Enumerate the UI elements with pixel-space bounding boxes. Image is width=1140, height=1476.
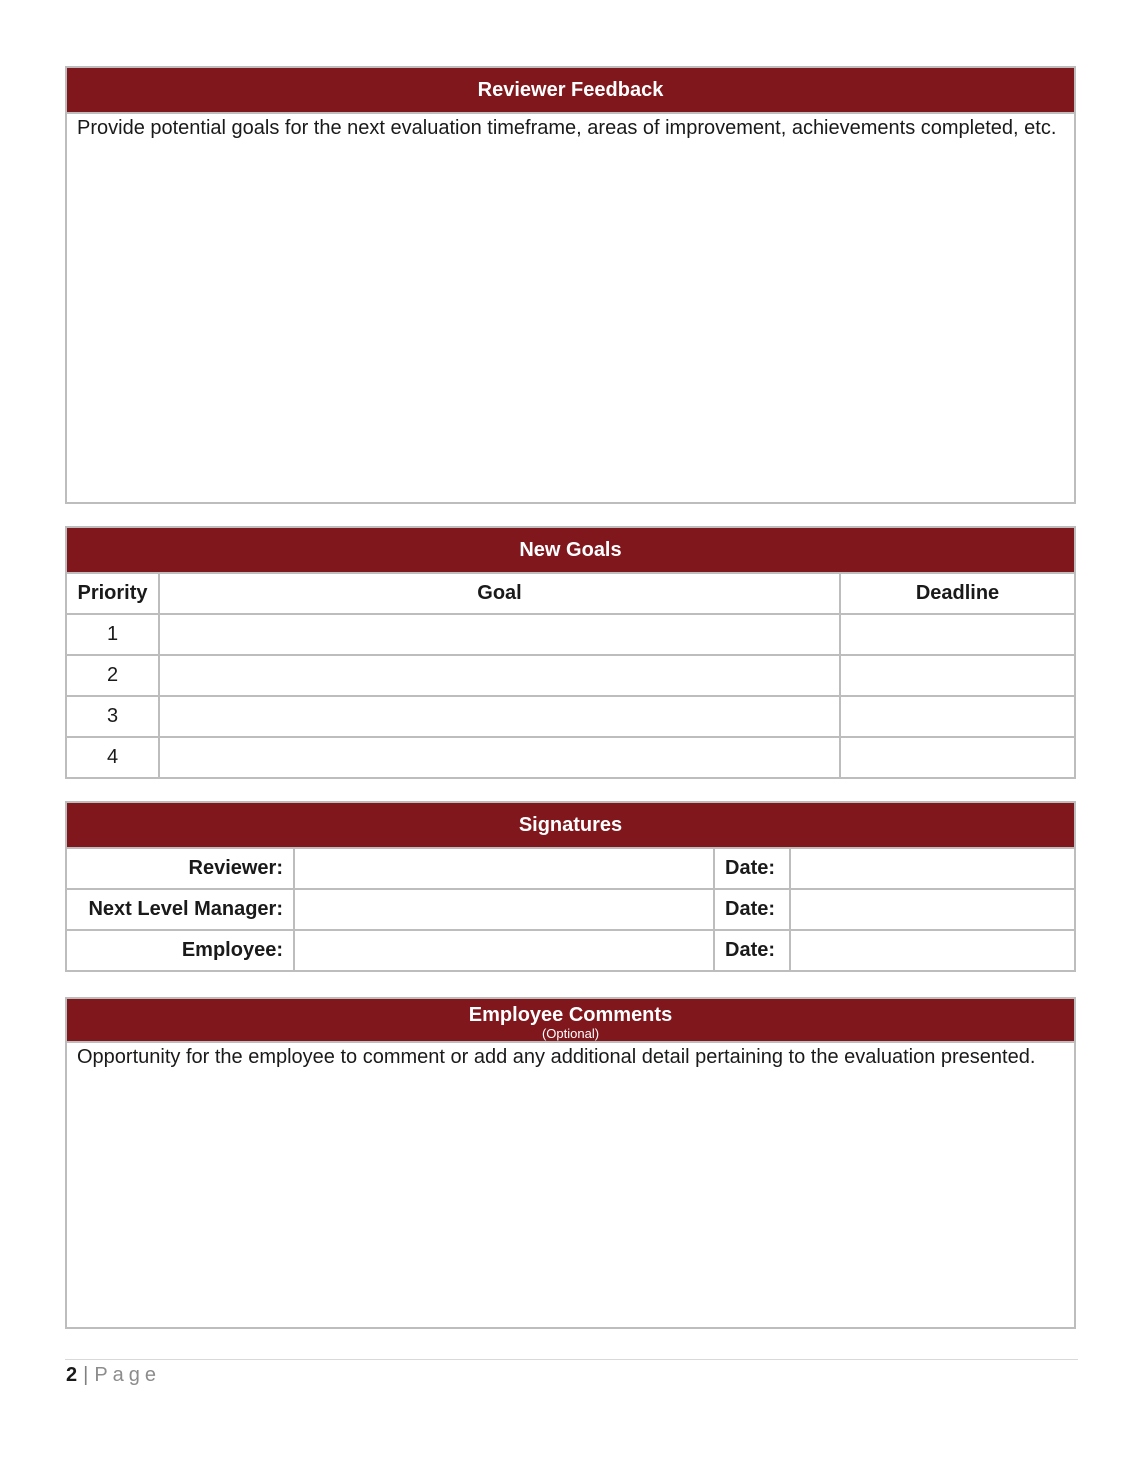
signature-input-cell[interactable] xyxy=(294,889,714,930)
signatures-section xyxy=(65,801,1076,972)
signature-label: Employee: xyxy=(67,930,294,970)
priority-cell: 2 xyxy=(67,655,159,696)
goal-input-cell[interactable] xyxy=(159,737,840,777)
footer-divider xyxy=(65,1359,1078,1360)
signature-row xyxy=(67,930,1074,970)
date-input-cell[interactable] xyxy=(790,849,1074,889)
new-goals-header: New Goals xyxy=(67,528,1074,574)
date-input-cell[interactable] xyxy=(790,889,1074,930)
employee-comments-header xyxy=(67,999,1074,1043)
footer-separator: | xyxy=(83,1364,89,1386)
new-goals-table xyxy=(67,574,1074,777)
deadline-input-cell[interactable] xyxy=(840,737,1074,777)
goal-input-cell[interactable] xyxy=(159,655,840,696)
employee-comments-section xyxy=(65,997,1076,1329)
page-word: Page xyxy=(94,1364,162,1386)
date-label: Date: xyxy=(714,889,790,930)
date-label: Date: xyxy=(714,849,790,889)
goal-row xyxy=(67,614,1074,655)
priority-cell: 4 xyxy=(67,737,159,777)
new-goals-header-row xyxy=(67,574,1074,614)
goal-row xyxy=(67,655,1074,696)
priority-column-header: Priority xyxy=(67,574,159,614)
deadline-column-header: Deadline xyxy=(840,574,1074,614)
page-number: 2 xyxy=(66,1364,78,1386)
signature-row xyxy=(67,889,1074,930)
signatures-table xyxy=(67,849,1074,970)
employee-comments-subtitle: (Optional) xyxy=(541,1026,600,1041)
signature-label: Reviewer: xyxy=(67,849,294,889)
deadline-input-cell[interactable] xyxy=(840,696,1074,737)
goal-input-cell[interactable] xyxy=(159,696,840,737)
new-goals-section xyxy=(65,526,1076,779)
priority-cell: 1 xyxy=(67,614,159,655)
priority-cell: 3 xyxy=(67,696,159,737)
deadline-input-cell[interactable] xyxy=(840,614,1074,655)
date-label: Date: xyxy=(714,930,790,970)
goal-row xyxy=(67,737,1074,777)
signature-input-cell[interactable] xyxy=(294,849,714,889)
page-footer xyxy=(66,1364,161,1387)
goal-input-cell[interactable] xyxy=(159,614,840,655)
date-input-cell[interactable] xyxy=(790,930,1074,970)
reviewer-feedback-section xyxy=(65,66,1076,504)
signature-row xyxy=(67,849,1074,889)
employee-comments-title: Employee Comments xyxy=(468,1004,673,1026)
signatures-header: Signatures xyxy=(67,803,1074,849)
goal-column-header: Goal xyxy=(159,574,840,614)
signature-label: Next Level Manager: xyxy=(67,889,294,930)
signature-input-cell[interactable] xyxy=(294,930,714,970)
reviewer-feedback-header: Reviewer Feedback xyxy=(67,68,1074,114)
deadline-input-cell[interactable] xyxy=(840,655,1074,696)
goal-row xyxy=(67,696,1074,737)
employee-comments-text-area[interactable]: Opportunity for the employee to comment or add any additional detail pertaining to the evaluation presented. xyxy=(77,1046,1036,1068)
reviewer-feedback-text-area[interactable]: Provide potential goals for the next evaluation timeframe, areas of improvement, achievements completed, etc. xyxy=(77,117,1057,139)
